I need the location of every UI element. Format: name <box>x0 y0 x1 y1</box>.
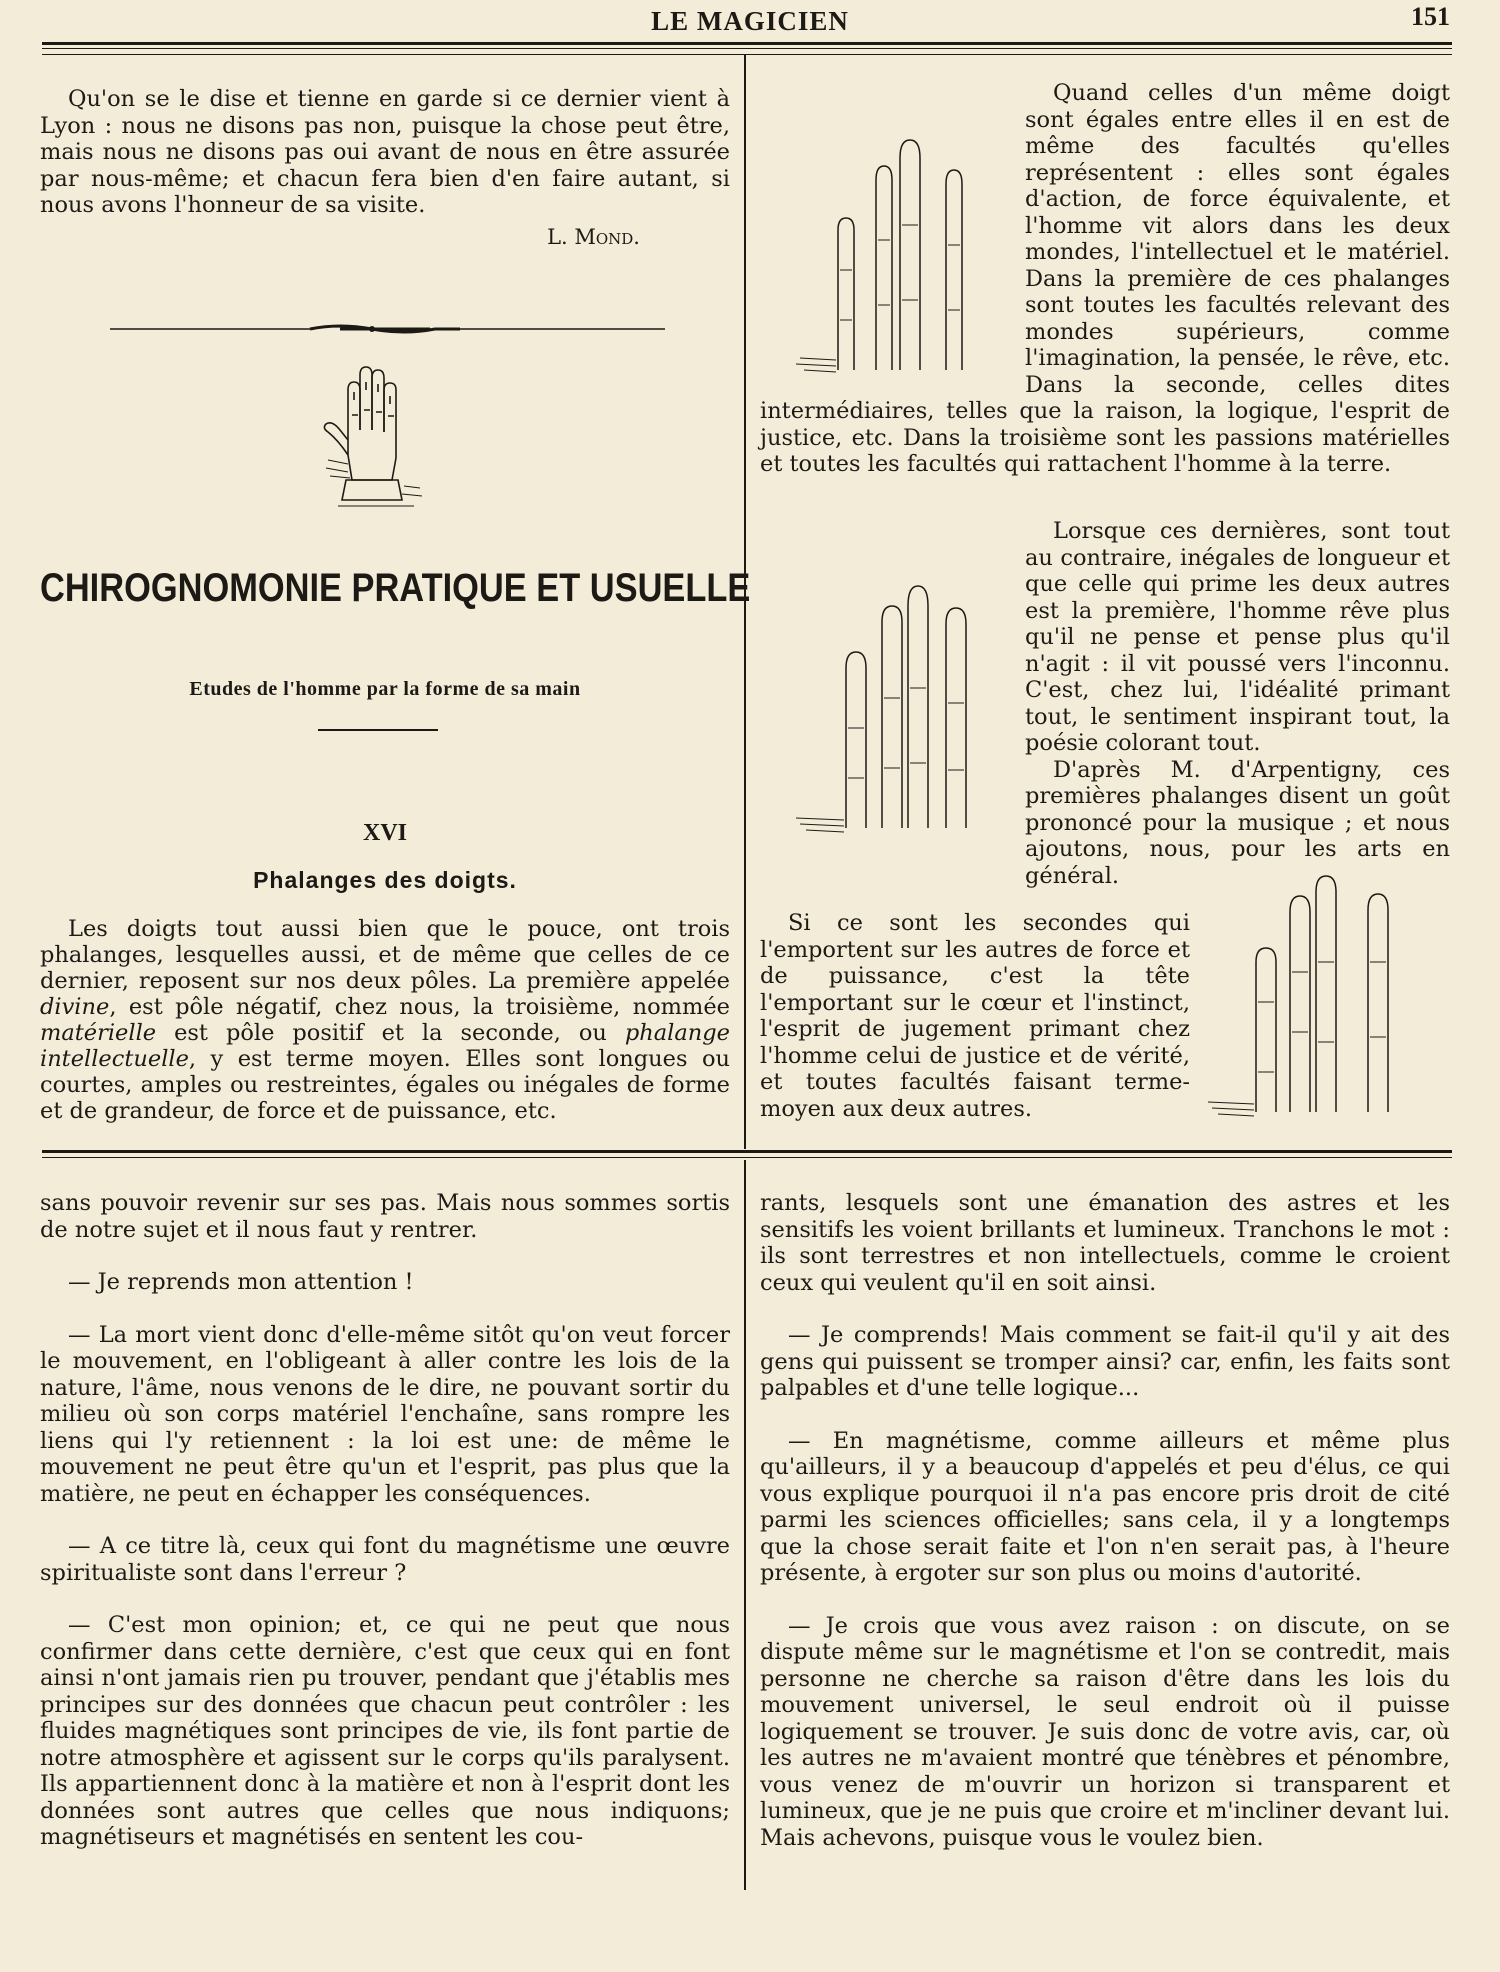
header-rule-thin <box>42 48 1452 49</box>
intro-paragraph <box>40 916 730 1124</box>
header-rule <box>42 42 1452 45</box>
intro-part-4: , y est terme moyen. Elles sont longues ou courtes, amples ou restreintes, égales ou inégales de forme et de grandeur, de force et de puissance, etc. <box>40 1046 730 1124</box>
section-rule-thin <box>42 1157 1452 1158</box>
section-title: Phalanges des doigts. <box>253 867 517 893</box>
ornamental-divider <box>110 320 670 338</box>
bottom-left-column <box>40 1190 730 1851</box>
intro-part-1: Les doigts tout aussi bien que le pouce, ont trois phalanges, lesquelles aussi, et de même que celles de ce dernier, reposent sur nos deux pôles. La première appelée <box>40 916 730 994</box>
section-number: XVI <box>362 820 407 846</box>
intro-part-2: , est pôle négatif, chez nous, la troisième, nommée <box>109 994 730 1020</box>
bottom-left-para-2: — Je reprends mon attention ! <box>68 1269 414 1295</box>
bottom-left-para-1: sans pouvoir revenir sur ses pas. Mais nous sommes sortis de notre sujet et il nous faut y rentrer. <box>40 1190 730 1243</box>
signature: L. Mond. <box>547 224 640 249</box>
top-left-column <box>40 86 730 249</box>
bottom-right-column <box>760 1190 1450 1851</box>
intro-em-divine: divine <box>40 994 110 1020</box>
hand-illustration <box>318 360 428 520</box>
bottom-right-para-1: rants, lesquels sont une émanation des astres et les sensitifs les voient brillants et lumineux. Tranchons le mot : ils sont terrestres et non intellectuels, comme le croient ceux qui veulent qu'il en soit ainsi. <box>760 1190 1450 1296</box>
closing-paragraph: Qu'on se le dise et tienne en garde si ce dernier vient à Lyon : nous ne disons pas non, puisque la chose peut être, mais nous ne disons pas oui avant de nous en être assurée par nous-même; et chacun fera bien d'en faire autant, si nous avons l'honneur de sa visite. <box>40 86 730 218</box>
intro-text <box>40 916 730 1124</box>
bottom-right-para-4: — Je crois que vous avez raison : on discute, on se dispute même sur le magnétisme et l'on se contredit, mais personne ne cherche sa raison d'être dans les lois du mouvement universel, le seul endroit où il puisse logiquement se trouver. Je suis donc de votre avis, car, où les autres ne m'avaient montré que ténèbres et pénombre, vous venez de m'ouvrir un horizon si transparent et lumineux, que je ne puis que croire et m'incliner devant lui. Mais achevons, puisque vous le voulez bien. <box>760 1612 1450 1851</box>
right-paragraph-4: Si ce sont les secondes qui l'emportent sur les autres de force et de puissance, c'est la tête l'emportant sur le cœur et l'instinct, l'esprit de jugement primant chez l'homme celui de justice et de vérité, et toutes facultés faisant terme-moyen aux deux autres. <box>760 910 1190 1122</box>
bottom-right-para-2: — Je comprends! Mais comment se fait-il qu'il y ait des gens qui puissent se tromper ainsi? car, enfin, les faits sont palpables et d'une telle logique... <box>760 1322 1450 1401</box>
right-paragraph-3: D'après M. d'Arpentigny, ces premières phalanges disent un goût prononcé pour la musique ; et nous ajoutons, nous, pour les arts en général. <box>1025 756 1450 889</box>
bottom-left-para-4: — A ce titre là, ceux qui font du magnétisme une œuvre spiritualiste sont dans l'erreur ? <box>40 1533 730 1586</box>
bottom-left-para-3: — La mort vient donc d'elle-même sitôt qu'on veut forcer le mouvement, en l'obligeant à aller contre les lois de la nature, l'âme, nous venons de le dire, ne pouvant sortir du milieu où son corps matériel l'enchaîne, sans rompre les liens qui l'y retiennent : la loi est une: de même le mouvement ne peut être qu'un et l'esprit, pas plus que la matière, ne peut en échapper les conséquences. <box>40 1321 730 1507</box>
right-paragraph-2: Lorsque ces dernières, sont tout au contraire, inégales de longueur et que celle qui prime les deux autres est la première, l'homme rêve plus qu'il ne pense et pense plus qu'il n'agit : il vit poussé vers l'inconnu. C'est, chez lui, l'idéalité primant tout, le sentiment inspirant tout, la poésie colorant tout. <box>1025 518 1450 756</box>
header-rule-thin-2 <box>42 54 1452 55</box>
bottom-column-divider <box>744 1160 746 1890</box>
right-para-4-wrap <box>760 910 1190 1122</box>
intro-em-materielle: matérielle <box>40 1020 157 1046</box>
float-spacer-2 <box>760 518 1025 888</box>
subtitle-rule <box>318 729 438 731</box>
article-title: CHIROGNOMONIE PRATIQUE ET USUELLE <box>40 566 751 610</box>
fingers-illustration-second-strong <box>1206 872 1406 1122</box>
intro-part-3: est pôle positif et la seconde, ou <box>156 1020 625 1046</box>
running-header: LE MAGICIEN <box>651 6 849 36</box>
section-rule <box>42 1150 1452 1153</box>
intro-em-intellectuelle: phalange intellectuelle <box>40 1020 730 1072</box>
bottom-right-para-3: — En magnétisme, comme ailleurs et même plus qu'ailleurs, il y a beaucoup d'appelés et peu d'élus, ce qui vous explique pourquoi il n'a pas encore pris droit de cité parmi les sciences officielles; sans cela, il y a longtemps que la chose serait faite et l'on n'en serait pas, à l'heure présente, à ergoter sur son plus ou moins d'autorité. <box>760 1427 1450 1586</box>
bottom-left-para-5: — C'est mon opinion; et, ce qui ne peut que nous confirmer dans cette dernière, c'est que ceux qui en font ainsi n'ont jamais rien pu trouver, pendant que j'établis mes principes sur des données que chacun peut contrôler : les fluides magnétiques sont principes de vie, ils font partie de notre atmosphère et agissent sur le corps qu'ils paralysent. Ils appartiennent donc à la matière et non à l'esprit dont les données sont autres que celles que nous indiquons; magnétiseurs et magnétisés en sentent les cou- <box>40 1612 730 1850</box>
float-spacer-1 <box>760 80 1025 388</box>
right-para-1-wrap <box>760 80 1450 478</box>
page-number: 151 <box>1411 2 1450 31</box>
article-subtitle: Etudes de l'homme par la forme de sa main <box>189 678 581 700</box>
right-para-2-wrap <box>760 518 1450 889</box>
right-paragraph-1: Quand celles d'un même doigt sont égales entre elles il en est de même des facultés qu'elles représentent : elles sont égales d'action, de force équivalente, et l'homme vit alors dans les deux mondes, l'intellectuel et le matériel. Dans la première de ces phalanges sont toutes les facultés relevant des mondes supérieurs, comme l'imagination, la pensée, le rêve, etc. Dans la seconde, celles dites intermédiaires, telles que la raison, la logique, l'esprit de justice, etc. Dans la troisième sont les passions matérielles et toutes les facultés qui rattachent l'homme à la terre. <box>760 80 1450 477</box>
